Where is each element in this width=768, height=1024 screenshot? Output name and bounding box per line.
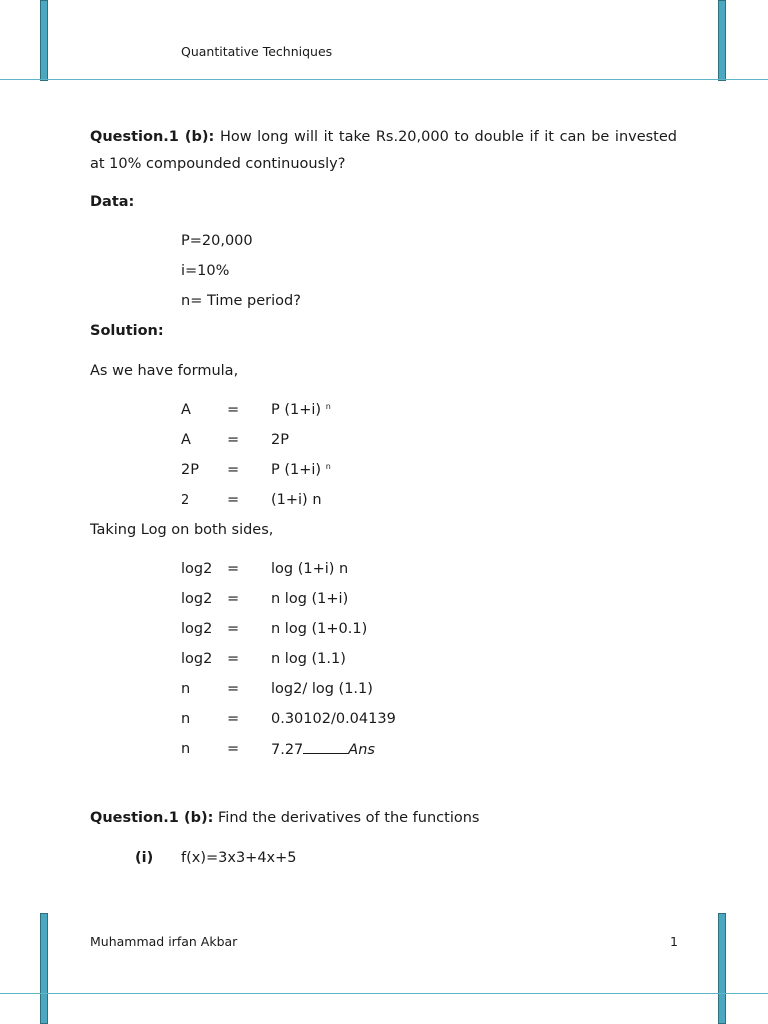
step-eq: = [227, 651, 240, 667]
step-rhs: n log (1+0.1) [271, 621, 368, 637]
step-rhs: log (1+i) n [271, 561, 349, 577]
formula-rhs: (1+i) n [271, 492, 322, 508]
formula-intro: As we have formula, [90, 363, 239, 379]
step-rhs: log2/ log (1.1) [271, 681, 373, 697]
question-2-text: Find the derivatives of the functions [218, 810, 480, 826]
formula-lhs: A [181, 402, 191, 418]
bottom-right-bar [718, 913, 726, 1024]
data-item: P=20,000 [181, 233, 253, 249]
exponent: n [325, 402, 331, 411]
question-1 [90, 124, 677, 178]
formula-lhs: 2 [181, 493, 190, 508]
step-eq: = [227, 681, 240, 697]
formula-rhs: 2P [271, 432, 289, 448]
step-eq: = [227, 711, 240, 727]
step-lhs: n [181, 681, 191, 697]
question-1-text: How long will it take Rs.20,000 to double if it can be invested at 10% compounded continuously? [90, 129, 677, 172]
question-2-label: Question.1 (b): [90, 810, 214, 826]
formula-eq: = [227, 492, 240, 508]
data-item: i=10% [181, 263, 230, 279]
question-1-label: Question.1 (b): [90, 129, 215, 145]
step-lhs: log2 [181, 651, 213, 667]
formula-rhs: P (1+i) $^n$ [271, 462, 331, 478]
step-rhs: n log (1+i) [271, 591, 349, 607]
part-expression: f(x)=3x3+4x+5 [181, 850, 297, 866]
step-lhs: log2 [181, 621, 213, 637]
step-eq: = [227, 621, 240, 637]
solution-heading: Solution: [90, 323, 164, 339]
step-lhs: n [181, 741, 191, 757]
exponent: n [325, 462, 331, 471]
formula-eq: = [227, 432, 240, 448]
formula-lhs: A [181, 432, 191, 448]
formula-eq: = [227, 462, 240, 478]
answer-value: 7.27 [271, 742, 304, 758]
step-eq: = [227, 561, 240, 577]
answer [271, 741, 375, 758]
data-item: n= Time period? [181, 293, 301, 309]
step-eq: = [227, 591, 240, 607]
step-lhs: log2 [181, 561, 213, 577]
footer-rule [0, 993, 768, 994]
formula-rhs: P (1+i) $^n$ [271, 402, 331, 418]
footer-author: Muhammad irfan Akbar [90, 934, 238, 949]
top-right-bar [718, 0, 726, 81]
answer-underline [303, 741, 348, 754]
step-lhs: n [181, 711, 191, 727]
data-heading: Data: [90, 194, 135, 210]
top-left-bar [40, 0, 48, 81]
step-lhs: log2 [181, 591, 213, 607]
step-rhs: 0.30102/0.04139 [271, 711, 396, 727]
page-number: 1 [670, 934, 678, 949]
log-intro: Taking Log on both sides, [90, 522, 274, 538]
question-2 [90, 810, 479, 826]
header-title: Quantitative Techniques [181, 44, 333, 59]
header-rule [0, 79, 768, 80]
step-eq: = [227, 741, 240, 757]
formula-eq: = [227, 402, 240, 418]
part-label: (i) [135, 850, 154, 866]
formula-lhs: 2P [181, 462, 199, 478]
bottom-left-bar [40, 913, 48, 1024]
answer-suffix: Ans [348, 742, 375, 758]
step-rhs: n log (1.1) [271, 651, 346, 667]
